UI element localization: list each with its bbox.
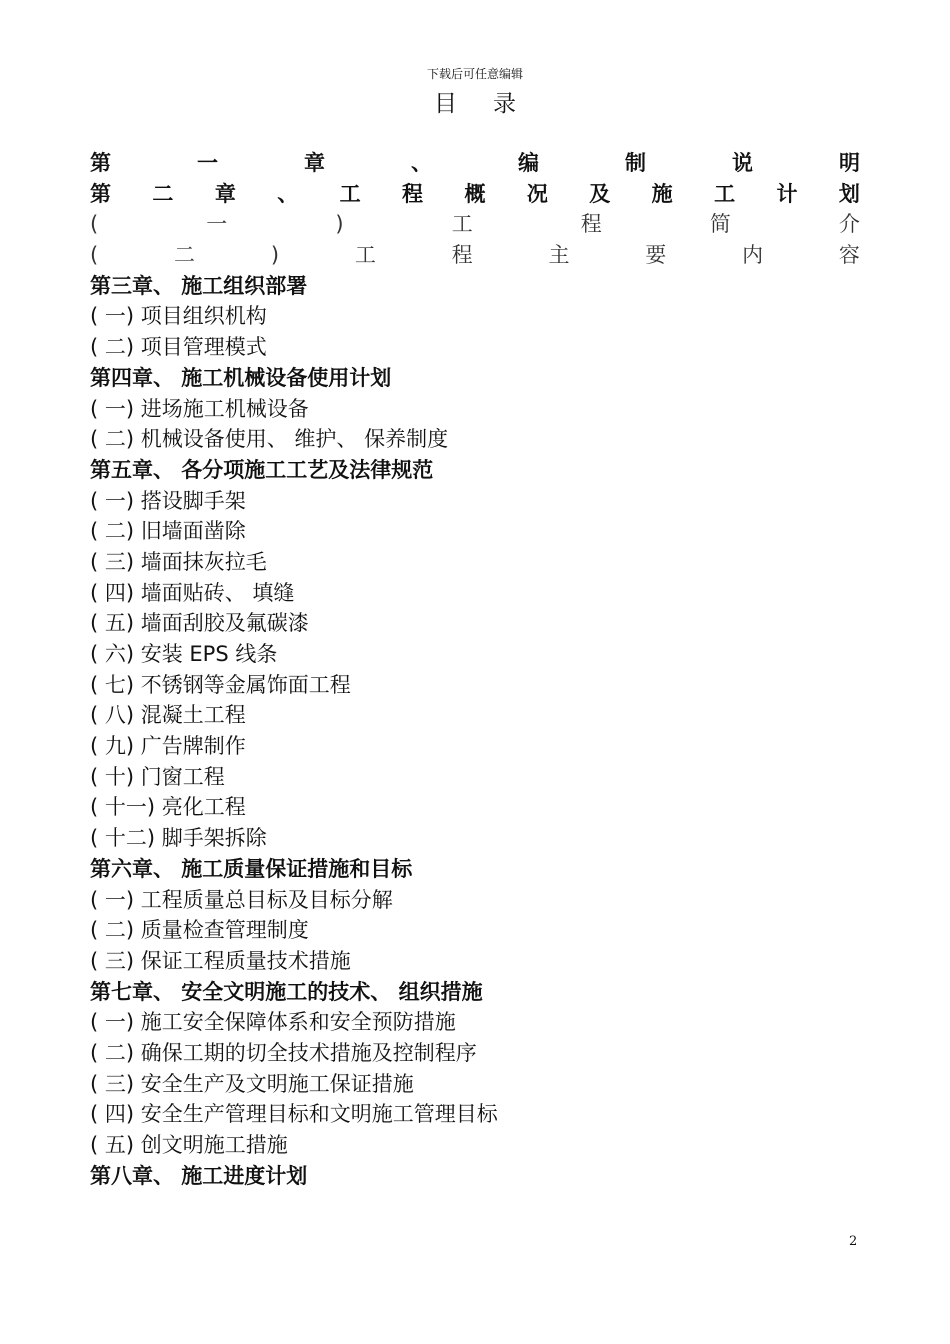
header-note: 下载后可任意编辑	[426, 67, 523, 81]
toc-char: 划	[838, 181, 860, 206]
toc-section[interactable]: ( 十二) 脚手架拆除	[90, 826, 267, 851]
toc-section[interactable]: ( 三) 安全生产及文明施工保证措施	[90, 1071, 414, 1096]
toc-section[interactable]: ( 二) 旧墙面凿除	[90, 519, 246, 544]
toc-section[interactable]: ( 一) 进场施工机械设备	[90, 396, 309, 421]
toc-section[interactable]: ( 七) 不锈钢等金属饰面工程	[90, 672, 351, 697]
toc-char: 要	[645, 243, 667, 268]
toc-char: 工	[714, 181, 736, 206]
toc-section[interactable]: ( 五) 墙面刮胶及氟碳漆	[90, 611, 309, 636]
toc-char: 介	[838, 212, 860, 237]
toc-char: 程	[580, 212, 602, 237]
toc-char: )	[270, 243, 280, 268]
page-number: 2	[849, 1234, 858, 1249]
toc-section[interactable]: ( 二) 项目管理模式	[90, 335, 267, 360]
page-title: 目录	[434, 91, 552, 117]
toc-char: 二	[174, 243, 196, 268]
toc-char: 编	[518, 151, 539, 175]
toc-char: 况	[526, 181, 548, 206]
toc-section[interactable]: ( 二) 确保工期的切全技术措施及控制程序	[90, 1040, 477, 1065]
toc-char: 制	[625, 151, 646, 175]
toc-char: 主	[548, 243, 570, 268]
toc-char: 章	[304, 151, 325, 175]
toc-chapter[interactable]: 第八章、 施工进度计划	[90, 1163, 308, 1188]
toc-char: 说	[732, 151, 753, 175]
toc-section[interactable]: ( 一) 搭设脚手架	[90, 488, 246, 513]
toc-section[interactable]: ( 十一) 亮化工程	[90, 795, 246, 820]
toc-chapter[interactable]: 第六章、 施工质量保证措施和目标	[90, 856, 413, 881]
toc-section[interactable]: ( 一) 工程质量总目标及目标分解	[90, 887, 393, 912]
table-of-contents	[90, 148, 860, 1191]
toc-char: 施	[651, 181, 673, 206]
toc-section[interactable]: ( 三) 保证工程质量技术措施	[90, 948, 351, 973]
toc-section[interactable]	[90, 240, 860, 271]
toc-section[interactable]: ( 一) 施工安全保障体系和安全预防措施	[90, 1010, 456, 1035]
toc-char: (	[90, 212, 99, 237]
toc-chapter[interactable]: 第三章、 施工组织部署	[90, 273, 308, 298]
toc-char: 工	[339, 181, 361, 206]
toc-char: 计	[776, 181, 798, 206]
toc-section[interactable]: ( 五) 创文明施工措施	[90, 1133, 288, 1157]
toc-section[interactable]: ( 四) 安全生产管理目标和文明施工管理目标	[90, 1102, 498, 1127]
toc-char: 概	[464, 181, 486, 206]
toc-char: 二	[152, 181, 174, 206]
toc-section[interactable]: ( 九) 广告牌制作	[90, 734, 246, 759]
toc-char: 、	[411, 151, 432, 175]
toc-char: )	[335, 212, 344, 237]
toc-char: 章	[214, 181, 236, 206]
toc-char: 一	[206, 212, 228, 237]
toc-section[interactable]: ( 二) 质量检查管理制度	[90, 918, 309, 943]
toc-char: 内	[742, 243, 764, 268]
toc-section[interactable]: ( 八) 混凝土工程	[90, 703, 246, 728]
toc-chapter[interactable]	[90, 148, 860, 179]
toc-section[interactable]: ( 三) 墙面抹灰拉毛	[90, 549, 267, 574]
toc-char: 、	[277, 181, 299, 206]
toc-chapter[interactable]: 第七章、 安全文明施工的技术、 组织措施	[90, 979, 483, 1004]
toc-section[interactable]: ( 二) 机械设备使用、 维护、 保养制度	[90, 427, 449, 452]
toc-section[interactable]: ( 十) 门窗工程	[90, 764, 225, 789]
toc-section[interactable]: ( 六) 安装 EPS 线条	[90, 642, 278, 666]
toc-char: 程	[451, 243, 473, 268]
toc-chapter[interactable]: 第四章、 施工机械设备使用计划	[90, 365, 392, 390]
toc-char: 及	[589, 181, 611, 206]
toc-section[interactable]: ( 一) 项目组织机构	[90, 304, 267, 329]
toc-char: 容	[838, 243, 860, 268]
toc-char: 第	[90, 151, 111, 175]
toc-char: 第	[90, 181, 111, 206]
toc-chapter[interactable]	[90, 179, 860, 210]
toc-char: (	[90, 243, 99, 268]
toc-char: 程	[402, 181, 424, 206]
toc-char: 一	[197, 151, 218, 175]
toc-char: 工	[354, 243, 376, 268]
toc-section[interactable]	[90, 209, 860, 240]
toc-chapter[interactable]: 第五章、 各分项施工工艺及法律规范	[90, 457, 434, 482]
toc-section[interactable]: ( 四) 墙面贴砖、 填缝	[90, 580, 295, 605]
toc-char: 简	[709, 212, 731, 237]
toc-char: 工	[451, 212, 473, 237]
toc-char: 明	[839, 151, 860, 175]
